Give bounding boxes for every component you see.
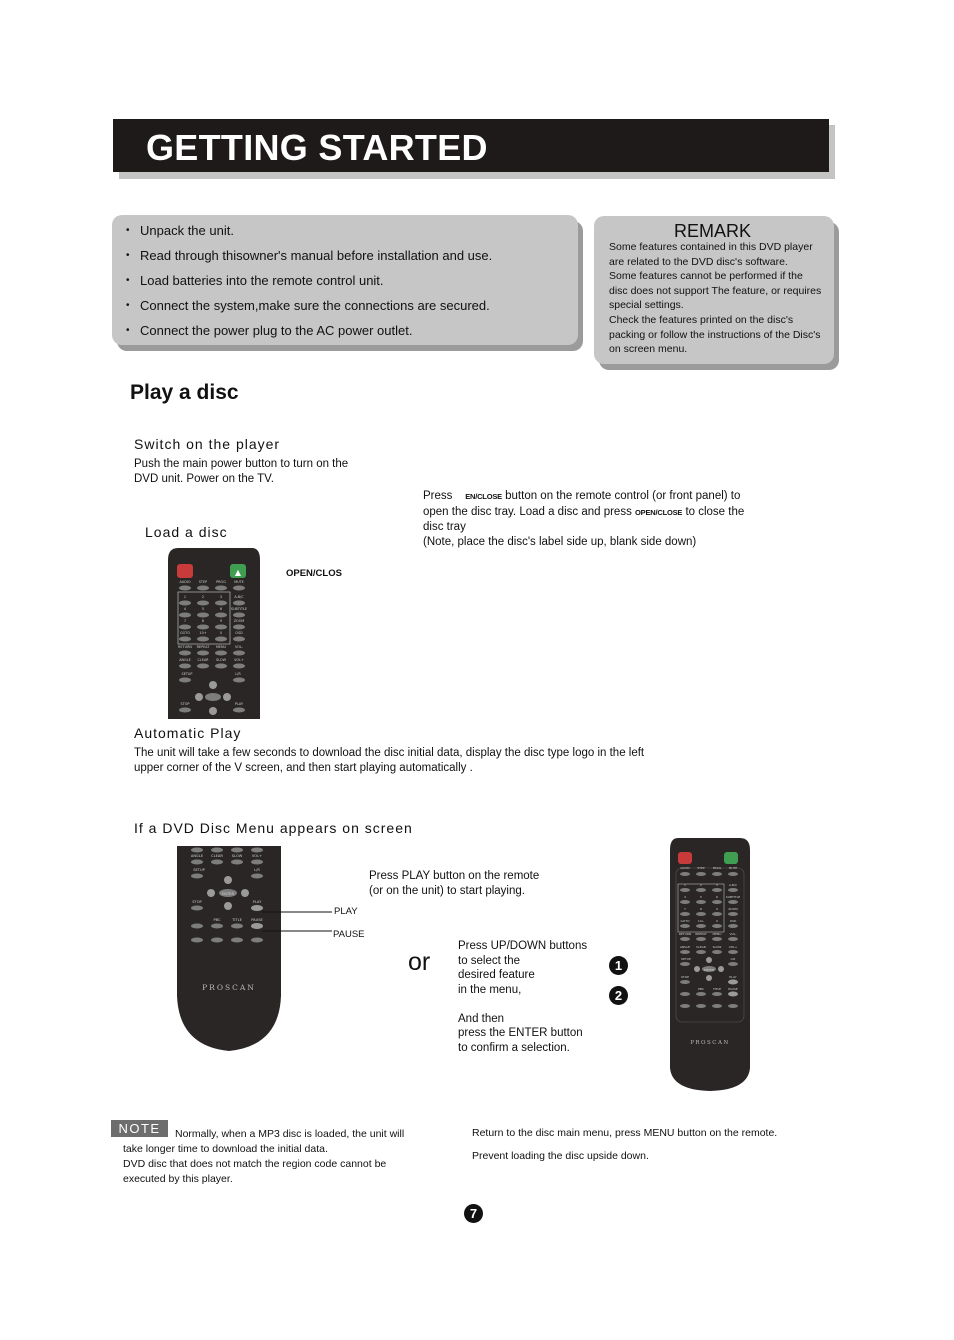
svg-text:VOL+: VOL+ [728,945,738,949]
remark-line: special settings. [609,299,684,312]
automatic-play-line: upper corner of the V screen, and then start playing automatically . [134,761,473,774]
svg-text:TITLE: TITLE [232,918,242,922]
open-close-callout: OPEN/CLOS [286,568,342,579]
svg-text:PROSCAN: PROSCAN [202,983,256,992]
svg-text:TITLE: TITLE [712,987,722,991]
svg-text:ZOOM: ZOOM [233,619,245,623]
svg-text:ANGLE: ANGLE [179,658,191,662]
updown-line: Press UP/DOWN buttons [458,940,588,952]
svg-text:1: 1 [183,595,187,599]
svg-text:8: 8 [700,907,702,911]
svg-text:VOL-: VOL- [235,645,243,649]
svg-text:ANGLE: ANGLE [679,945,691,949]
svg-text:0: 0 [716,919,718,923]
automatic-play-title: Automatic Play [134,725,242,741]
svg-text:GOTO: GOTO [179,631,191,635]
svg-text:CLEAR: CLEAR [197,658,209,662]
svg-text:SUBTITLE: SUBTITLE [725,895,741,899]
svg-text:GOTO: GOTO [680,919,690,923]
remote-control-full-illustration [668,838,752,1092]
svg-text:OSD: OSD [235,631,243,635]
svg-text:5: 5 [201,607,205,611]
svg-text:SLOW: SLOW [712,945,722,949]
svg-text:AUDIO: AUDIO [179,580,191,584]
svg-text:STEP: STEP [697,866,705,870]
load-line: (Note, place the disc's label side up, blank side down) [423,535,697,548]
svg-text:SUBTITLE: SUBTITLE [230,607,248,611]
svg-text:6: 6 [219,607,223,611]
svg-text:PBC: PBC [213,918,221,922]
svg-text:MENU: MENU [712,932,722,936]
svg-text:SETUP: SETUP [681,957,691,961]
note-line: executed by this player. [123,1173,233,1185]
svg-text:SLOW: SLOW [216,658,226,662]
svg-text:6: 6 [716,895,718,899]
steps-list [126,221,576,346]
right-note-line: Return to the disc main menu, press MENU button on the remote. [472,1127,778,1139]
svg-text:PROG: PROG [216,580,226,584]
svg-text:SLOW: SLOW [231,854,243,858]
svg-text:ENTER: ENTER [222,892,234,896]
svg-text:REPEAT: REPEAT [695,932,707,936]
svg-text:VOL+: VOL+ [251,854,263,858]
svg-text:ANGLE: ANGLE [190,854,204,858]
step-item: • Connect the system,make sure the connections are secured. [126,296,576,321]
open-close-button-icon [724,852,738,864]
press-play-text [369,869,539,898]
updown-line: to confirm a selection. [458,1041,570,1054]
right-note-line: Prevent loading the disc upside down. [472,1150,649,1162]
step-item: • Unpack the unit. [126,221,576,246]
load-line: disc tray [423,521,466,533]
power-button-icon [177,564,193,578]
switch-on-title: Switch on the player [134,436,281,452]
note-badge: NOTE [111,1120,168,1137]
svg-text:1: 1 [684,883,686,887]
svg-text:7: 7 [183,619,187,623]
press-play-line: Press PLAY button on the remote [369,870,540,882]
updown-line: press the ENTER button [458,1027,583,1039]
svg-text:3: 3 [716,883,718,887]
svg-text:L/R: L/R [730,957,736,961]
section-title: Play a disc [130,381,239,404]
svg-text:VOL-: VOL- [729,932,737,936]
svg-text:PAUSE: PAUSE [251,918,263,922]
page-number: 7 [464,1204,483,1223]
svg-text:OSD: OSD [729,919,737,923]
svg-text:PLAY: PLAY [252,900,262,904]
step-1-marker: 1 [609,956,628,975]
svg-text:7: 7 [684,907,686,911]
svg-text:ENTER: ENTER [704,968,714,972]
remark-line: Some features contained in this DVD player [609,241,813,253]
load-instructions [423,489,744,549]
svg-text:4: 4 [183,607,187,611]
svg-text:9: 9 [219,619,223,623]
svg-text:A-B/C: A-B/C [728,883,738,887]
svg-text:4: 4 [684,895,686,899]
or-separator: or [408,948,431,976]
note-line: DVD disc that does not match the region code cannot be [123,1158,387,1170]
switch-on-line: Push the main power button to turn on the [134,458,349,470]
press-play-line: (or on the unit) to start playing. [369,884,525,897]
open-close-small-label: OPEN/CLOSE [635,507,683,517]
power-button-icon [678,852,692,864]
svg-text:PROG: PROG [712,866,722,870]
svg-text:PROSCAN: PROSCAN [690,1040,730,1046]
updown-line: to select the [458,954,521,967]
svg-text:2: 2 [201,595,205,599]
svg-text:2: 2 [700,883,702,887]
svg-text:10+: 10+ [199,631,207,635]
svg-text:STOP: STOP [681,975,689,979]
svg-text:MUTE: MUTE [234,580,244,584]
svg-text:REPEAT: REPEAT [196,645,210,649]
remark-line: are related to the DVD disc's software. [609,255,788,268]
svg-text:PLAY: PLAY [729,975,737,979]
svg-text:ZOOM: ZOOM [728,907,738,911]
step-item: • Read through thisowner's manual before installation and use. [126,246,576,271]
automatic-play-line: The unit will take a few seconds to download the disc initial data, display the disc type logo in the left [134,747,645,759]
svg-text:0: 0 [219,631,223,635]
svg-text:CLEAR: CLEAR [211,854,223,858]
svg-text:3: 3 [219,595,223,599]
svg-text:SETUP: SETUP [193,868,205,872]
dvd-menu-title: If a DVD Disc Menu appears on screen [134,820,413,836]
updown-line: in the menu, [458,983,522,996]
svg-text:STEP: STEP [198,580,208,584]
svg-text:9: 9 [716,907,718,911]
step-2-marker: 2 [609,986,628,1005]
svg-text:MENU: MENU [215,645,227,649]
note-text [123,1127,453,1187]
svg-text:10+: 10+ [697,919,705,923]
svg-text:STOP: STOP [192,900,202,904]
svg-text:AUDIO: AUDIO [680,866,690,870]
pause-callout-label: PAUSE [333,929,365,940]
svg-text:L/R: L/R [235,672,241,676]
remark-line: packing or follow the instructions of the Disc's [609,328,821,341]
automatic-play-text [134,746,644,775]
updown-instructions [458,939,587,1055]
svg-text:VOL+: VOL+ [234,658,244,662]
updown-line: desired feature [458,969,535,981]
load-disc-title: Load a disc [145,524,228,540]
press-word: Press [423,490,453,502]
remote-control-illustration [168,548,264,719]
note-line: take longer time to download the initial data. [123,1143,328,1155]
step-item: • Load batteries into the remote control unit. [126,271,576,296]
load-line: button on the remote control (or front panel) to [505,490,741,502]
svg-text:PLAY: PLAY [234,702,244,706]
remote-control-bottom-illustration [175,846,283,1056]
remark-line: disc does not support The feature, or requires [609,284,822,297]
open-close-small-label: EN/CLOSE [465,492,502,501]
svg-text:STOP: STOP [180,702,190,706]
updown-line: And then [458,1012,505,1025]
load-line: to close the [685,505,745,518]
remark-line: Check the features printed on the disc's [609,313,794,326]
remark-title: REMARK [674,221,752,241]
remark-text [609,240,831,357]
svg-text:SETUP: SETUP [181,672,193,676]
svg-text:▲: ▲ [234,568,242,577]
svg-text:RETURN: RETURN [178,645,192,649]
play-callout-label: PLAY [334,906,358,917]
page-title: GETTING STARTED [146,127,488,168]
spacer [458,997,587,1012]
callout-lines [262,906,334,936]
svg-text:L/R: L/R [254,868,260,872]
svg-text:PBC: PBC [698,987,704,991]
step-item: • Connect the power plug to the AC power outlet. [126,321,576,346]
load-line: open the disc tray. Load a disc and press [423,505,632,518]
svg-text:MUTE: MUTE [728,866,738,870]
svg-text:A-B/C: A-B/C [234,595,244,599]
switch-on-text [134,457,348,486]
svg-text:8: 8 [201,619,205,623]
remark-line: Some features cannot be performed if the [609,270,803,283]
svg-text:PAUSE: PAUSE [728,987,738,991]
remark-line: on screen menu. [609,343,688,356]
note-line: Normally, when a MP3 disc is loaded, the unit will [175,1128,405,1140]
switch-on-line: DVD unit. Power on the TV. [134,472,274,485]
right-notes [472,1127,777,1162]
svg-text:5: 5 [700,895,702,899]
svg-text:CLEAR: CLEAR [696,945,706,949]
svg-text:RETURN: RETURN [678,932,692,936]
